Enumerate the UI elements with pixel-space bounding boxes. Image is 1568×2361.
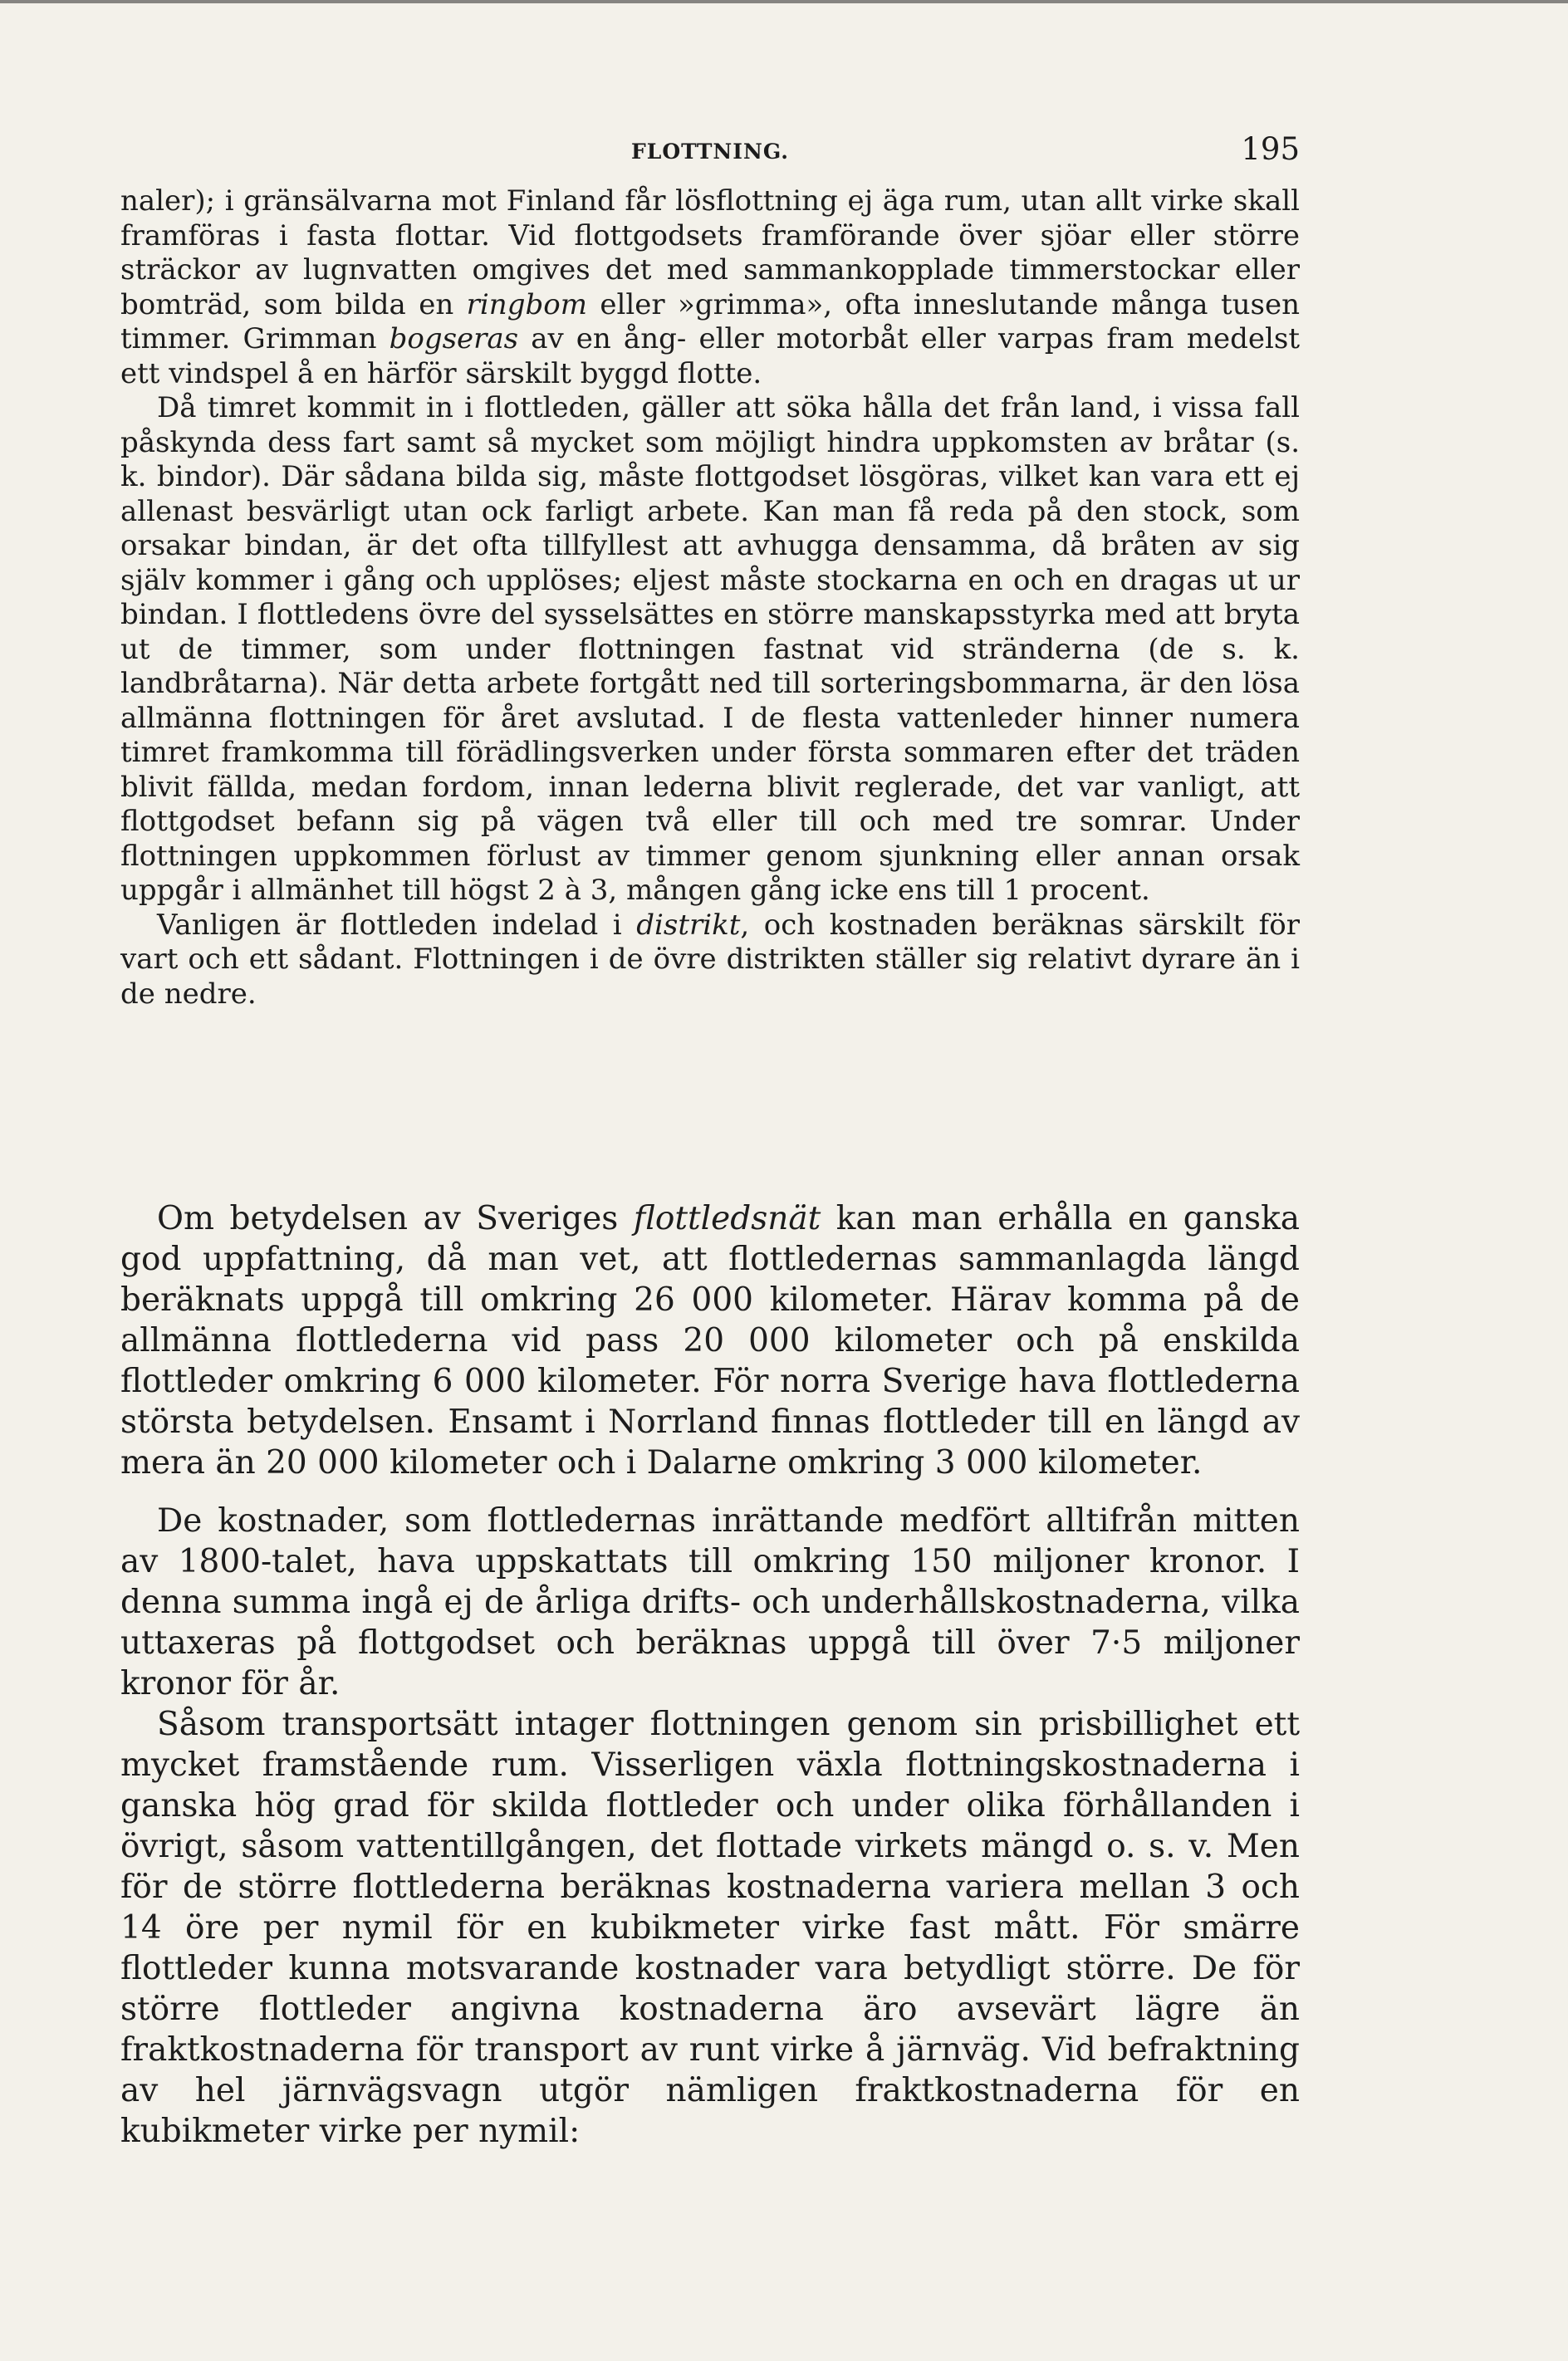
paragraph-transportsatt: Såsom transportsätt intager flottningen genom sin prisbillighet ett mycket framstående rum. Visserligen växla flottningskostnaderna i ganska hög grad för skilda flottleder och under olika förhållanden i övrigt, såsom vattentillgången, det flottade virkets mängd o. s. v. Men för de större flottlederna beräknas kostnaderna variera mellan 3 och 14 öre per nymil för en kubikmeter virke fast mått. För smärre flottleder kunna motsvarande kostnader vara betydligt större. De för större flottleder angivna kostnaderna äro avsevärt lägre än fraktkostnaderna för transport av runt virke å järnväg. Vid befraktning av hel järnvägsvagn utgör nämligen fraktkostnaderna för en kubikmeter virke per nymil:	[120, 1706, 1300, 2150]
page-header	[120, 131, 1300, 173]
italic-term-flottledsnat: flottledsnät	[633, 1200, 821, 1237]
large-print-section	[120, 1198, 1300, 2152]
paragraph-kostnader: De kostnader, som flottledernas inrättande medfört alltifrån mitten av 1800-talet, hava uppskattats till omkring 150 miljoner kronor. I denna summa ingå ej de årliga drifts- och underhållskostnaderna, vilka uttaxeras på flottgodset och beräknas uppgå till över 7·5 miljoner kronor för år.	[120, 1502, 1300, 1702]
paragraph-gap	[120, 1483, 1300, 1501]
small-print-section	[120, 184, 1300, 1012]
italic-term-distrikt: distrikt	[636, 908, 741, 942]
top-edge-rule	[0, 0, 1568, 3]
paragraph-bindor: Då timret kommit in i flottleden, gäller att söka hålla det från land, i vissa fall påskynda dess fart samt så mycket som möjligt hindra uppkomsten av bråtar (s. k. bindor). Där sådana bilda sig, måste flottgodset lösgöras, vilket kan vara ett ej allenast besvärligt utan ock farligt arbete. Kan man få reda på den stock, som orsakar bindan, är det ofta tillfyllest att avhugga densamma, då bråten av sig själv kommer i gång och upplöses; eljest måste stockarna en och en dragas ut ur bindan. I flottledens övre del sysselsättes en större manskapsstyrka med att bryta ut de timmer, som under flottningen fastnat vid stränderna (de s. k. landbråtarna). När detta arbete fortgått ned till sorteringsbommarna, är den lösa allmänna flottningen för året avslutad. I de flesta vattenleder hinner numera timret framkomma till förädlingsverken under första sommaren efter det träden blivit fällda, medan fordom, innan lederna blivit reglerade, det var vanligt, att flottgodset befann sig på vägen två eller till och med tre somrar. Under flottningen uppkommen förlust av timmer genom sjunkning eller annan orsak uppgår i allmänhet till högst 2 à 3, mången gång icke ens till 1 procent.	[120, 391, 1300, 907]
text-run: av en ång- eller motorbåt eller varpas fram medelst ett vindspel å en härför särskilt byggd flotte.	[120, 322, 1300, 390]
italic-term-bogseras: bogseras	[389, 322, 519, 355]
paragraph-flottledsnat	[120, 1198, 1300, 1483]
text-run: Om betydelsen av Sveriges	[157, 1200, 634, 1237]
running-title: FLOTTNING.	[631, 140, 789, 164]
text-run: Vanligen är flottleden indelad i	[157, 908, 637, 942]
text-run: , och kostnaden beräknas särskilt för vart och ett sådant. Flottningen i de övre distrikten ställer sig relativt dyrare än i de nedre.	[120, 908, 1300, 1011]
text-run: eller »grimma», ofta inneslutande många tusen timmer. Grimman	[120, 287, 1300, 355]
italic-term-ringbom: ringbom	[466, 287, 587, 321]
text-run: kan man erhålla en ganska god uppfattning, då man vet, att flottledernas sammanlagda längd beräknats uppgå till omkring 26 000 kilometer. Härav komma på de allmänna flottlederna vid pass 20 000 kilometer och på enskilda flottleder omkring 6 000 kilometer. För norra Sverige hava flottlederna största betydelsen. Ensamt i Norrland finnas flottleder till en längd av mera än 20 000 kilometer och i Dalarne omkring 3 000 kilometer.	[120, 1200, 1300, 1482]
paragraph-distrikt	[120, 909, 1300, 1012]
page-number: 195	[1241, 131, 1300, 167]
paragraph-ringbom	[120, 184, 1300, 391]
text-run: naler); i gränsälvarna mot Finland får lösflottning ej äga rum, utan allt virke skall framföras i fasta flottar. Vid flottgodsets framförande över sjöar eller större sträckor av lugnvatten omgives det med sammankopplade timmerstockar eller bomträd, som bilda en	[120, 184, 1300, 321]
